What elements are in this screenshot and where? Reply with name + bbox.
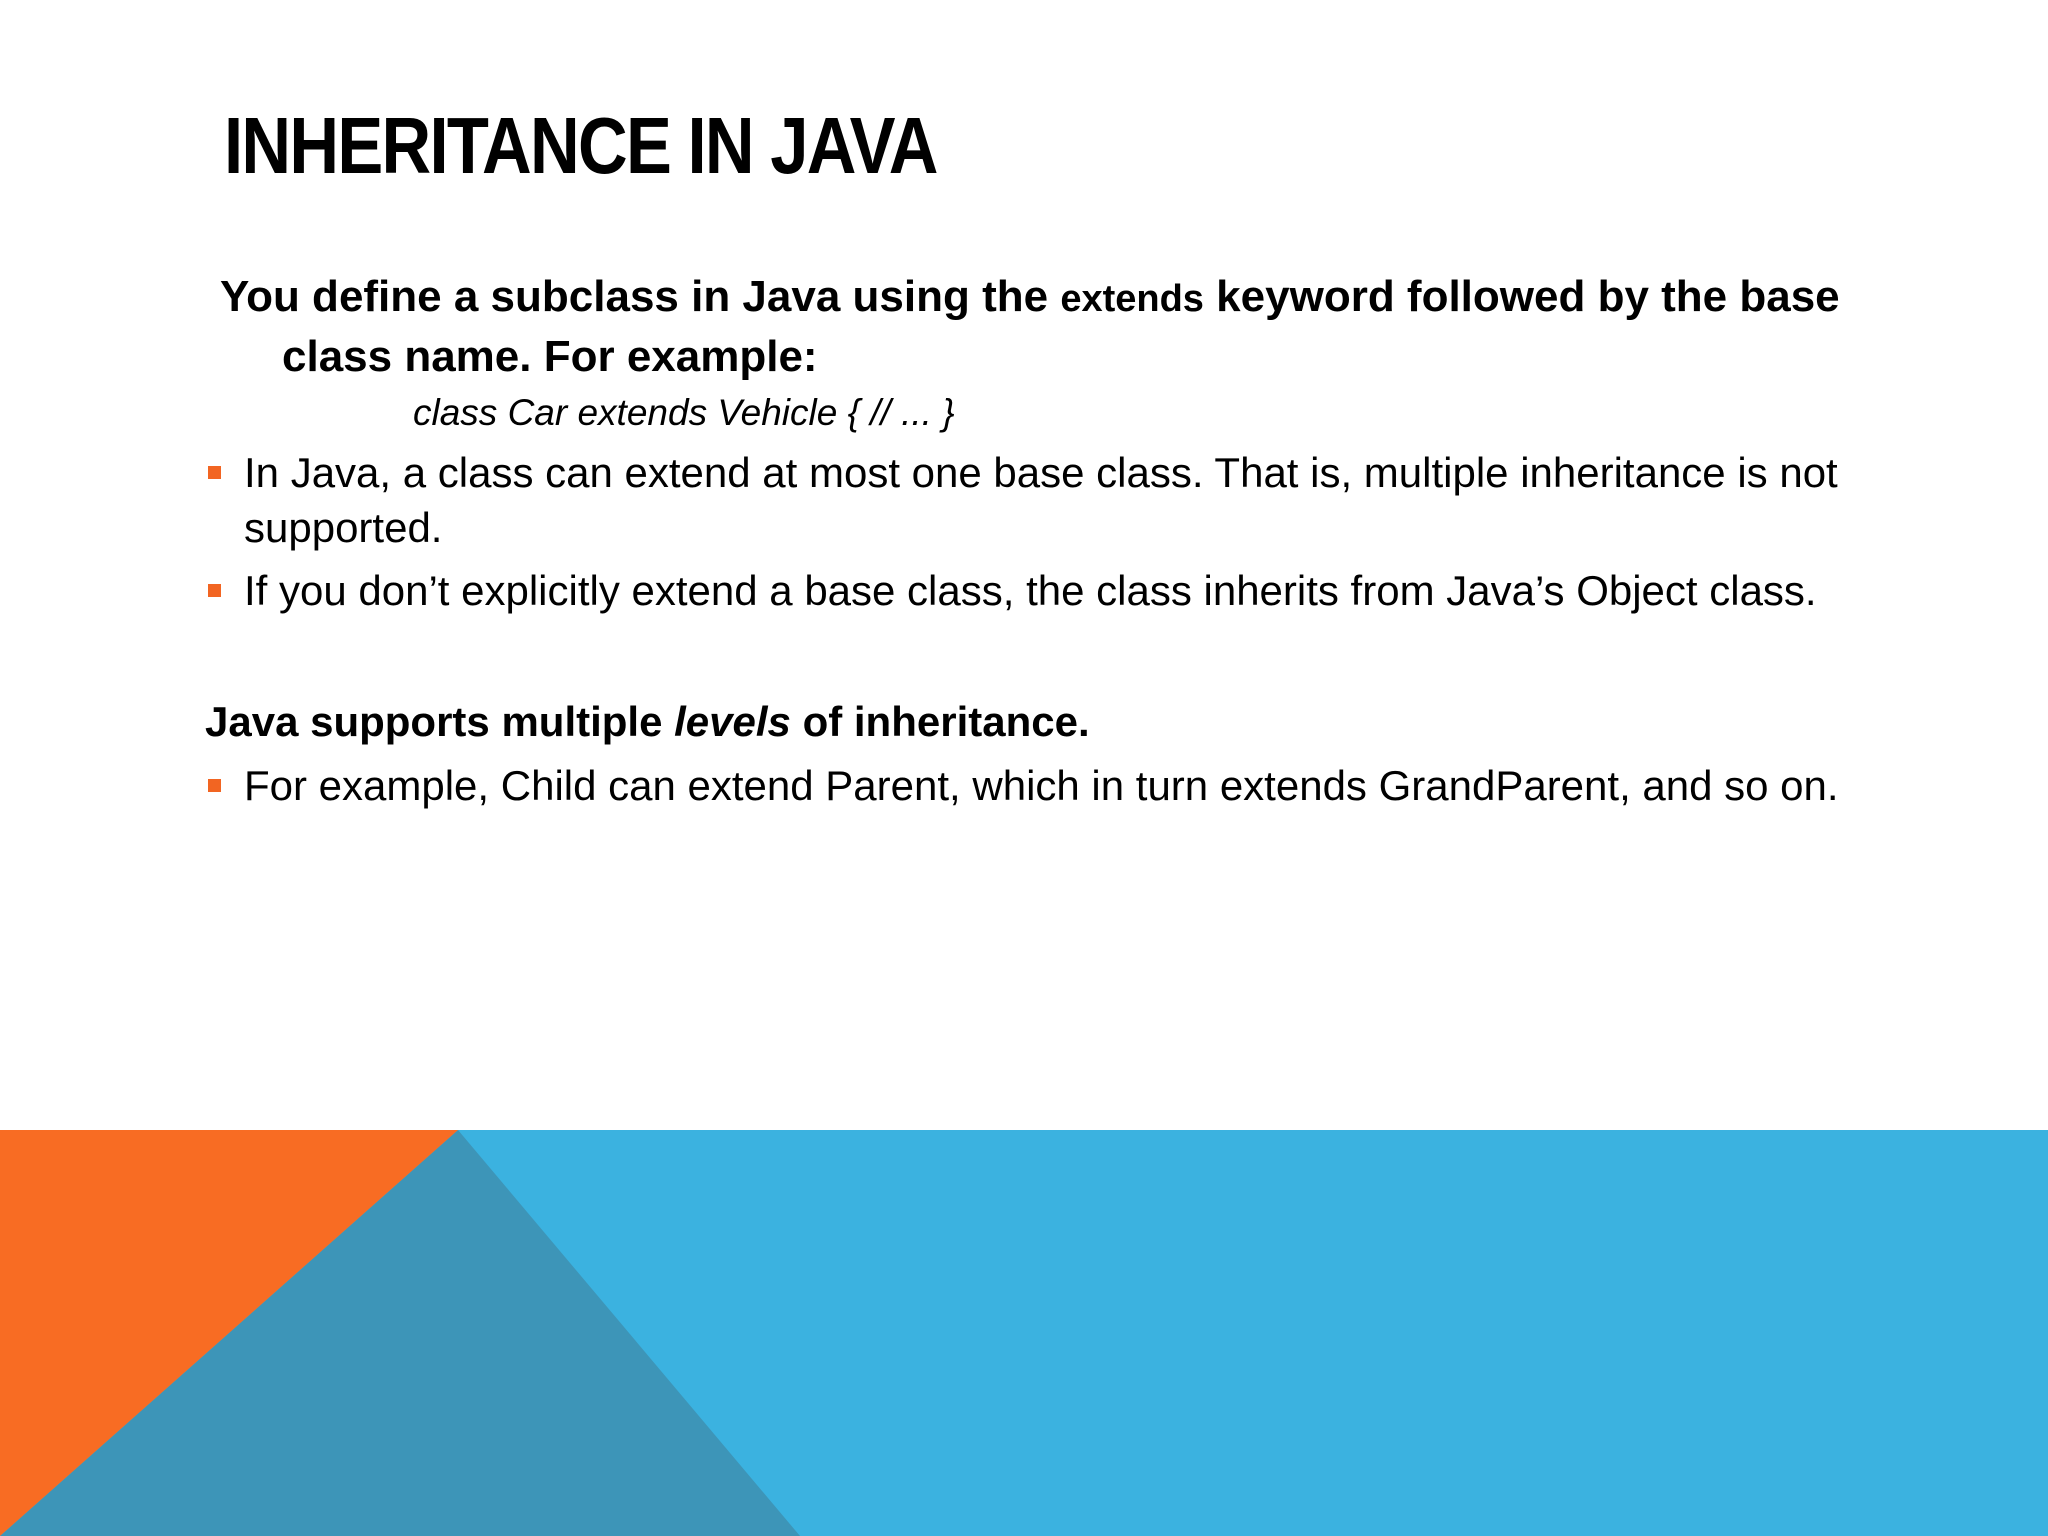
slide-title: INHERITANCE IN JAVA (224, 101, 937, 190)
second-text-after: of inheritance. (790, 698, 1090, 745)
lead-text-after: keyword followed by the base class name. For example: (282, 272, 1840, 381)
bullet-item (244, 758, 1864, 813)
bullet-square-icon (208, 779, 221, 792)
lead-text-before: You define a subclass in Java using the (220, 272, 1061, 321)
decorative-footer-band (0, 1130, 2048, 1536)
bullet-text: In Java, a class can extend at most one base class. That is, multiple inheritance is not supported. (244, 449, 1838, 551)
bullet-square-icon (208, 584, 221, 597)
bullet-item (244, 563, 1864, 618)
second-paragraph (205, 694, 1090, 749)
bullet-square-icon (208, 466, 221, 479)
bullet-text: For example, Child can extend Parent, which in turn extends GrandParent, and so on. (244, 762, 1839, 809)
bullet-item (244, 445, 1864, 555)
bullet-text: If you don’t explicitly extend a base class, the class inherits from Java’s Object class. (244, 567, 1817, 614)
second-text-before: Java supports multiple (205, 698, 675, 745)
code-example: class Car extends Vehicle { // ... } (413, 392, 955, 433)
lead-keyword: extends (1060, 278, 1204, 320)
second-emphasis: levels (674, 698, 791, 745)
lead-paragraph (220, 268, 1922, 385)
